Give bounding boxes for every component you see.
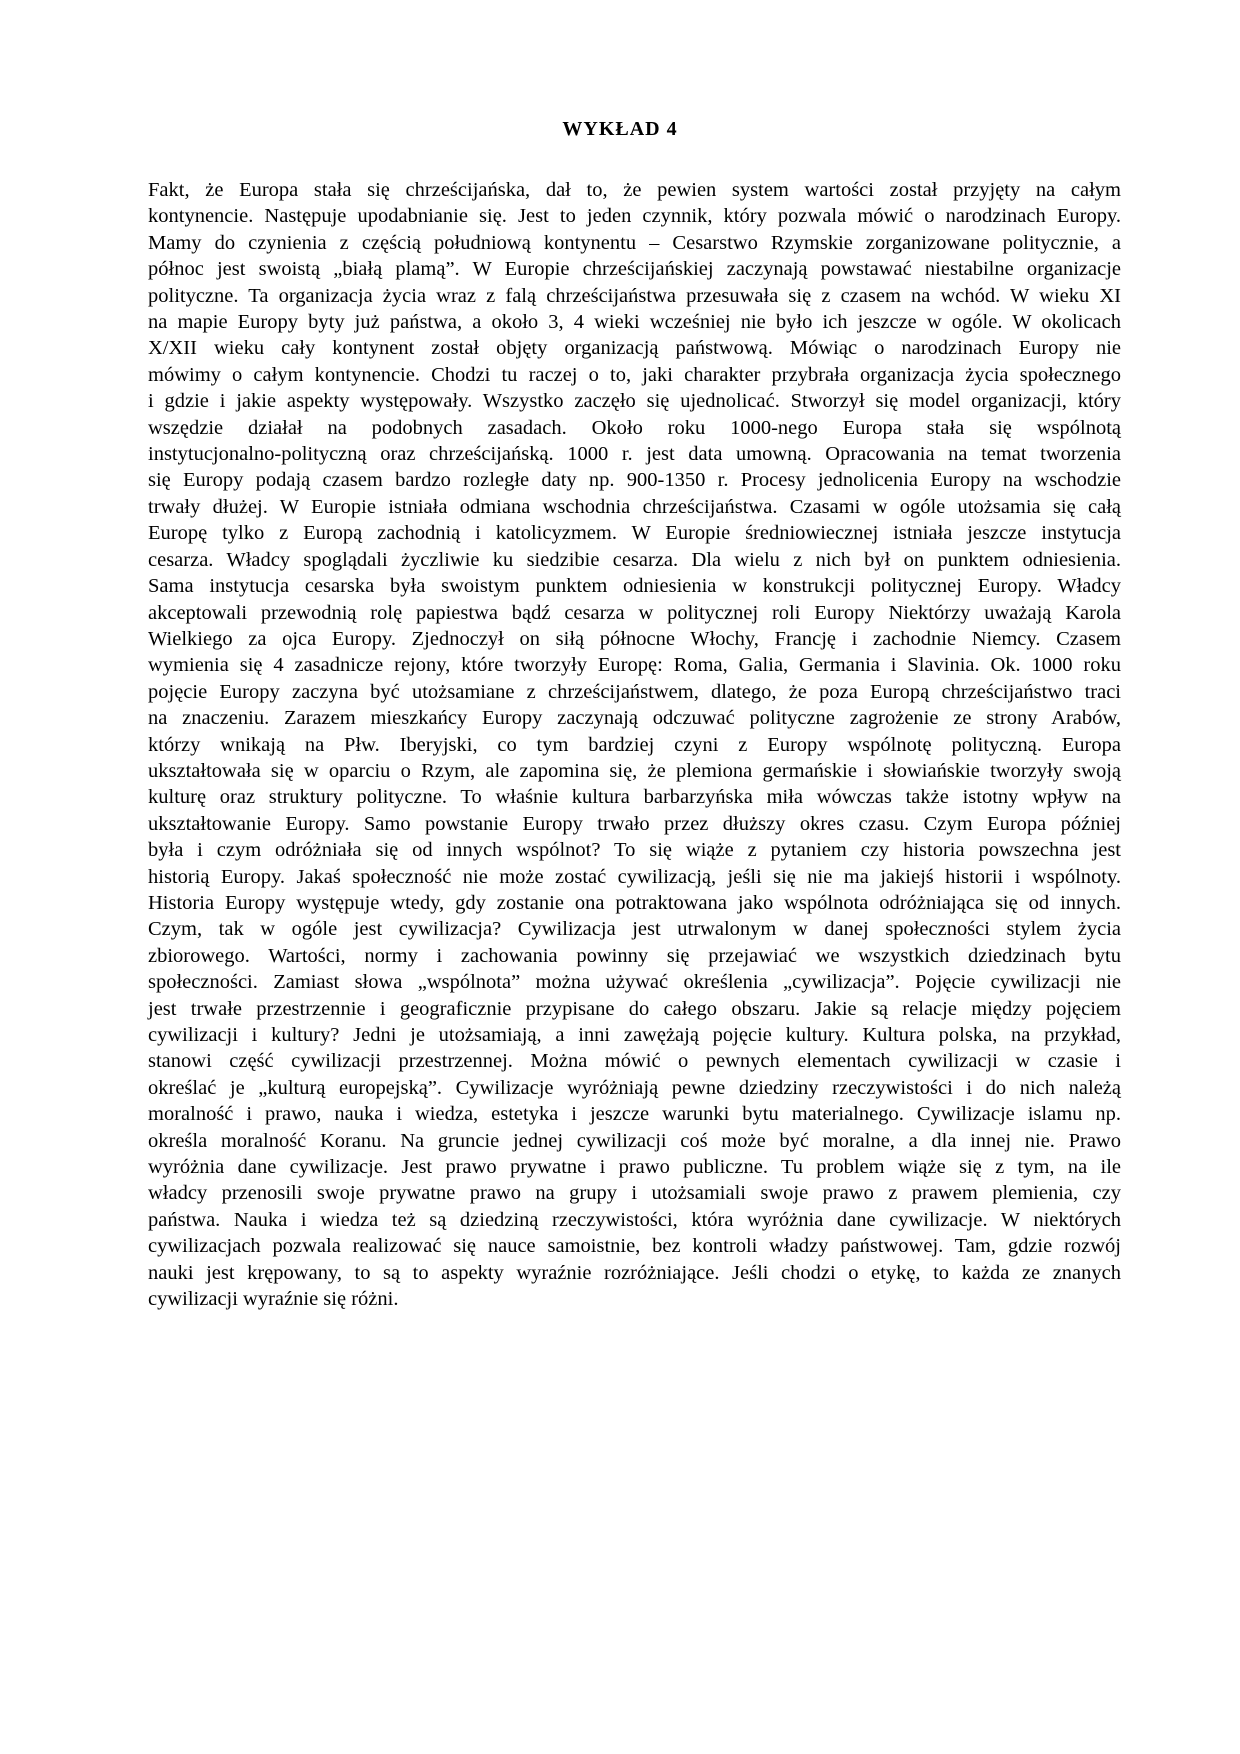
text-line: na znaczeniu. Zarazem mieszkańcy Europy zaczynają odczuwać polityczne zagrożenie ze strony Arabów, bbox=[148, 707, 1121, 730]
text-line: kulturę oraz struktury polityczne. To właśnie kultura barbarzyńska miła wówczas także istotny wpływ na bbox=[148, 786, 1121, 809]
text-line: wszędzie działał na podobnych zasadach. Około roku 1000-nego Europa stała się wspólnotą bbox=[148, 416, 1121, 439]
text-line: Czym, tak w ogóle jest cywilizacja? Cywilizacja jest utrwalonym w danej społeczności stylem życia bbox=[148, 918, 1121, 941]
text-line: kontynencie. Następuje upodabnianie się. Jest to jeden czynnik, który pozwala mówić o narodzinach Europy. bbox=[148, 205, 1121, 228]
text-line: instytucjonalno-polityczną oraz chrześcijańską. 1000 r. jest data umowną. Opracowania na temat tworzenia bbox=[148, 443, 1121, 466]
text-line: wyróżnia dane cywilizacje. Jest prawo prywatne i prawo publiczne. Tu problem wiąże się z tym, na ile bbox=[148, 1156, 1121, 1179]
text-line: cywilizacji wyraźnie się różni. bbox=[148, 1288, 399, 1311]
text-line: moralność i prawo, nauka i wiedza, estetyka i jeszcze warunki bytu materialnego. Cywilizacje islamu np. bbox=[148, 1103, 1121, 1126]
text-line: Wielkiego za ojca Europy. Zjednoczył on siłą północne Włochy, Francję i zachodnie Niemcy. Czasem bbox=[148, 627, 1121, 650]
body-text bbox=[148, 177, 1121, 1312]
text-line: określa moralność Koranu. Na gruncie jednej cywilizacji coś może być moralne, a dla innej nie. Prawo bbox=[148, 1129, 1121, 1152]
text-line: na mapie Europy byty już państwa, a około 3, 4 wieki wcześniej nie było ich jeszcze w ogóle. W okolicach bbox=[148, 311, 1121, 334]
text-line: i gdzie i jakie aspekty występowały. Wszystko zaczęło się ujednolicać. Stworzył się model organizacji, który bbox=[148, 390, 1121, 413]
text-line: ukształtowanie Europy. Samo powstanie Europy trwało przez dłuższy okres czasu. Czym Europa później bbox=[148, 812, 1121, 835]
text-line: się Europy podają czasem bardzo rozległe daty np. 900-1350 r. Procesy jednolicenia Europy na wschodzie bbox=[148, 469, 1121, 492]
text-line: cywilizacjach pozwala realizować się nauce samoistnie, bez kontroli władzy państwowej. Tam, gdzie rozwój bbox=[148, 1235, 1121, 1258]
text-line: Fakt, że Europa stała się chrześcijańska, dał to, że pewien system wartości został przyjęty na całym bbox=[148, 179, 1121, 201]
text-line: którzy wnikają na Płw. Iberyjski, co tym bardziej czyni z Europy wspólnotę polityczną. Europa bbox=[148, 733, 1121, 756]
text-line: Sama instytucja cesarska była swoistym punktem odniesienia w konstrukcji politycznej Europy. Władcy bbox=[148, 575, 1121, 598]
text-line: północ jest swoistą „białą plamą”. W Europie chrześcijańskiej zaczynają powstawać niestabilne organizacje bbox=[148, 258, 1121, 281]
text-line: Europę tylko z Europą zachodnią i katolicyzmem. W Europie średniowiecznej istniała jeszcze instytucja bbox=[148, 522, 1121, 545]
text-line: Historia Europy występuje wtedy, gdy zostanie ona potraktowana jako wspólnota odróżniająca się od innych. bbox=[148, 891, 1121, 914]
text-line: nauki jest krępowany, to są to aspekty wyraźnie rozróżniające. Jeśli chodzi o etykę, to każda ze znanych bbox=[148, 1261, 1121, 1284]
text-line: określać je „kulturą europejską”. Cywilizacje wyróżniają pewne dziedziny rzeczywistości i do nich należą bbox=[148, 1076, 1121, 1099]
text-line: władcy przenosili swoje prywatne prawo na grupy i utożsamiali swoje prawo z prawem plemienia, czy bbox=[148, 1182, 1121, 1205]
text-line: wymienia się 4 zasadnicze rejony, które tworzyły Europę: Roma, Galia, Germania i Slavinia. Ok. 1000 roku bbox=[148, 654, 1121, 677]
text-line: cywilizacji i kultury? Jedni je utożsamiają, a inni zawężają pojęcie kultury. Kultura polska, na przykład, bbox=[148, 1024, 1121, 1046]
text-line: pojęcie Europy zaczyna być utożsamiane z chrześcijaństwem, dlatego, że poza Europą chrześcijaństwo traci bbox=[148, 680, 1121, 703]
text-line: trwały dłużej. W Europie istniała odmiana wschodnia chrześcijaństwa. Czasami w ogóle utożsamia się całą bbox=[148, 495, 1121, 518]
text-line: polityczne. Ta organizacja życia wraz z falą chrześcijaństwa przesuwała się z czasem na wchód. W wieku XI bbox=[148, 284, 1121, 307]
text-line: historią Europy. Jakaś społeczność nie może zostać cywilizacją, jeśli się nie ma jakiejś historii i wspólnoty. bbox=[148, 865, 1121, 888]
text-line: stanowi część cywilizacji przestrzennej. Można mówić o pewnych elementach cywilizacji w czasie i bbox=[148, 1050, 1121, 1073]
text-line: mówimy o całym kontynencie. Chodzi tu raczej o to, jaki charakter przybrała organizacja życia społecznego bbox=[148, 363, 1121, 386]
text-line: ukształtowała się w oparciu o Rzym, ale zapomina się, że plemiona germańskie i słowiańskie tworzyły swoją bbox=[148, 759, 1121, 782]
text-line: państwa. Nauka i wiedza też są dziedziną rzeczywistości, która wyróżnia dane cywilizacje. W niektórych bbox=[148, 1208, 1121, 1231]
page-title: WYKŁAD 4 bbox=[562, 118, 678, 140]
text-line: akceptowali przewodnią rolę papiestwa bądź cesarza w politycznej roli Europy Niektórzy uważają Karola bbox=[148, 601, 1121, 624]
text-line: cesarza. Władcy spoglądali życzliwie ku siedzibie cesarza. Dla wielu z nich był on punktem odniesienia. bbox=[148, 548, 1121, 571]
text-line: była i czym odróżniała się od innych wspólnot? To się wiąże z pytaniem czy historia powszechna jest bbox=[148, 839, 1121, 862]
text-line: zbiorowego. Wartości, normy i zachowania powinny się przejawiać we wszystkich dziedzinach bytu bbox=[148, 944, 1121, 967]
text-line: X/XII wieku cały kontynent został objęty organizacją państwową. Mówiąc o narodzinach Europy nie bbox=[148, 337, 1121, 360]
text-line: społeczności. Zamiast słowa „wspólnota” można używać określenia „cywilizacja”. Pojęcie cywilizacji nie bbox=[148, 971, 1121, 994]
text-line: Mamy do czynienia z częścią południową kontynentu – Cesarstwo Rzymskie zorganizowane politycznie, a bbox=[148, 231, 1121, 254]
text-line: jest trwałe przestrzennie i geograficznie przypisane do całego obszaru. Jakie są relacje między pojęciem bbox=[148, 997, 1121, 1020]
